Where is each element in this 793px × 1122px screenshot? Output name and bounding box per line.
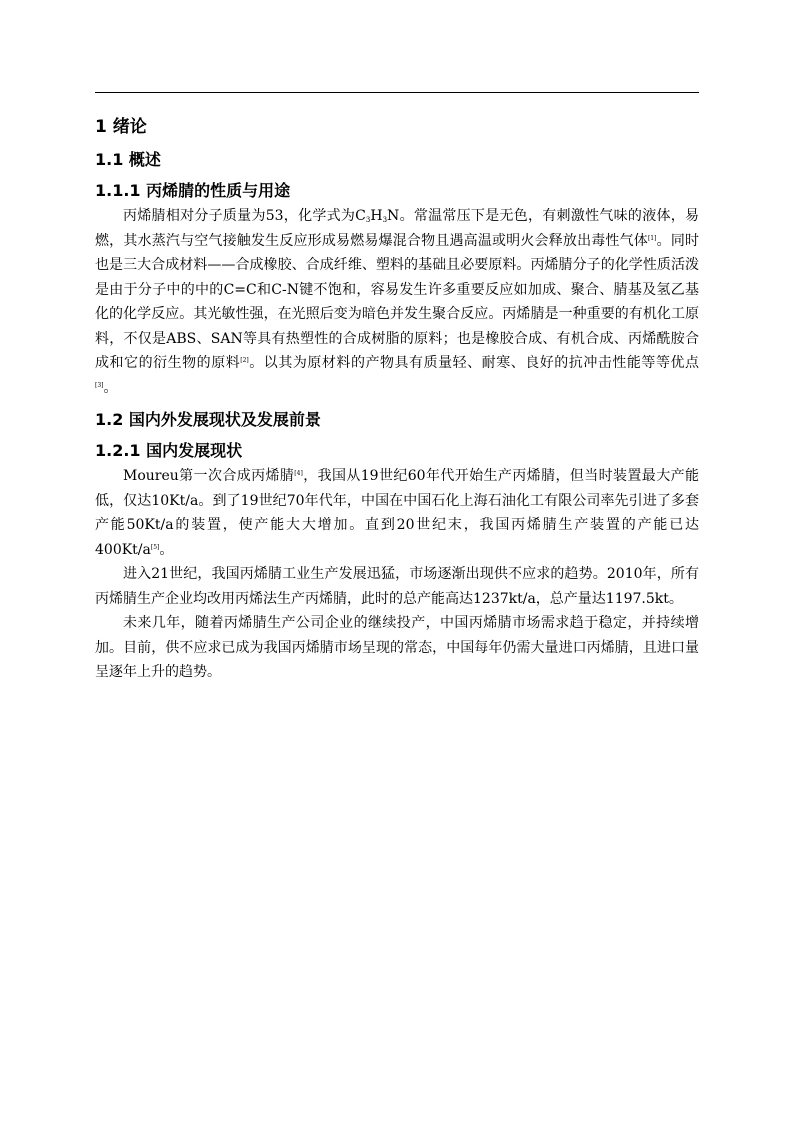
citation-ref: [2] bbox=[240, 357, 249, 364]
citation-ref: [1] bbox=[647, 234, 657, 242]
paragraph-properties: 丙烯腈相对分子质量为53，化学式为$C_3H_3N$。常温常压下是无色，有刺激性气味的液体，易燃，其水蒸汽与空气接触发生反应形成易燃易爆混合物且遇高温或明火会释放出毒性气体[1]。同时也是三大合成材料——合成橡胶、合成纤维、塑料的基础且必要原料。丙烯腈分子的化学性质活泼是由于分子中的中的C=C和C-N键不饱和，容易发生许多重要反应如加成、聚合、腈基及氢乙基化的化学反应。其光敏性强，在光照后变为暗色并发生聚合反应。丙烯腈是一种重要的有机化工原料，不仅是ABS、SAN等具有热塑性的合成树脂的原料；也是橡胶合成、有机合成、丙烯酰胺合成和它的衍生物的原料[2]。以其为原材料的产物具有质量轻、耐寒、良好的抗冲击性能等等优点 [3]。 bbox=[95, 208, 700, 396]
header-rule bbox=[95, 92, 699, 93]
section-heading-development: 1.2 国内外发展现状及发展前景 bbox=[95, 410, 321, 429]
paragraph-outlook: 未来几年，随着丙烯腈生产公司企业的继续投产，中国丙烯腈市场需求趋于稳定，并持续增加。目前，供不应求已成为我国丙烯腈市场呈现的常态，中国每年仍需大量进口丙烯腈，且进口量呈逐年上升的趋势。 bbox=[95, 615, 699, 680]
paragraph-history: Moureu第一次合成丙烯腈[4]，我国从19世纪60年代开始生产丙烯腈，但当时装置最大产能低，仅达10Kt/a。到了19世纪70年代年，中国在中国石化上海石油化工有限公司率先引进了多套产能50Kt/a的装置，使产能大大增加。直到20世纪末，我国丙烯腈生产装置的产能已达400Kt/a[5]。 bbox=[95, 468, 699, 558]
citation-ref: [3] bbox=[95, 381, 104, 389]
citation-ref: [5] bbox=[150, 543, 160, 551]
chapter-heading: 1 绪论 bbox=[95, 117, 147, 137]
section-heading-overview: 1.1 概述 bbox=[95, 150, 161, 169]
subsection-heading-properties: 1.1.1 丙烯腈的性质与用途 bbox=[95, 181, 291, 200]
page-content bbox=[95, 114, 699, 685]
subsection-heading-domestic: 1.2.1 国内发展现状 bbox=[95, 441, 243, 460]
subscript: 3 bbox=[365, 216, 371, 224]
subscript: 3 bbox=[382, 216, 388, 224]
paragraph-21st-century: 进入21世纪，我国丙烯腈工业生产发展迅猛，市场逐渐出现供不应求的趋势。2010年，所有丙烯腈生产企业均改用丙烯法生产丙烯腈，此时的总产能高达1237kt/a，总产量达1197.5kt。 bbox=[95, 566, 699, 607]
citation-ref: [4] bbox=[294, 470, 303, 477]
